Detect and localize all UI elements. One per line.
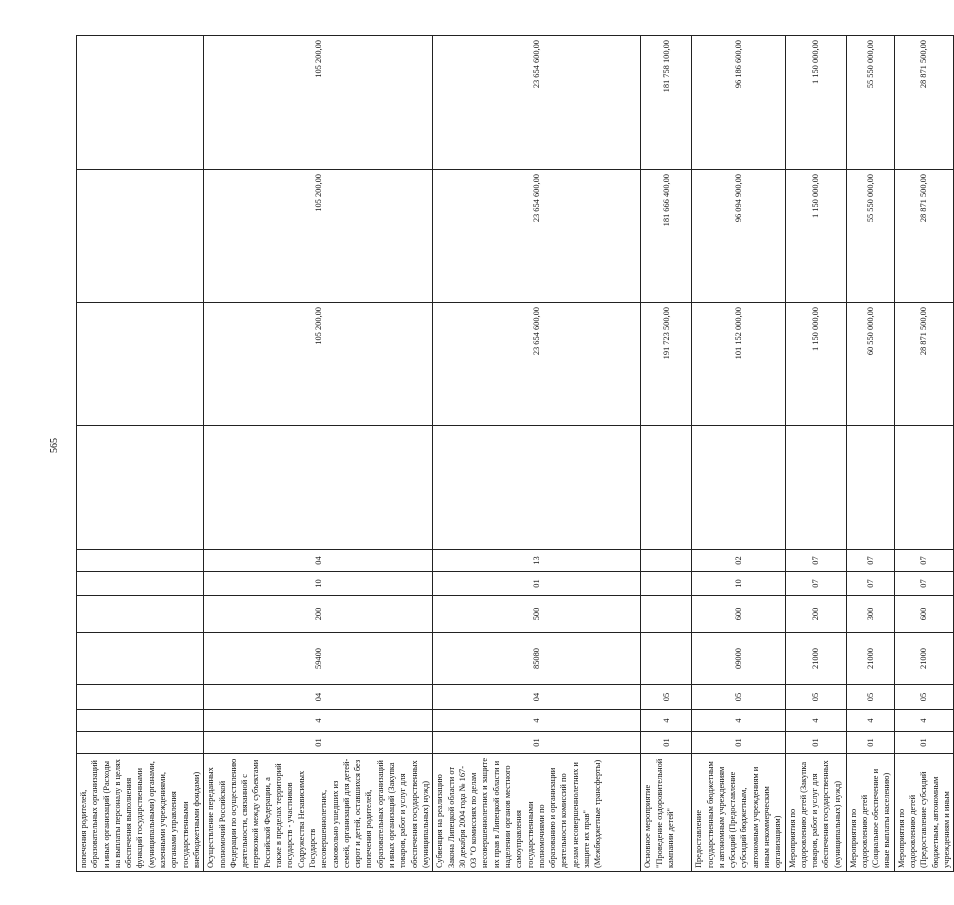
code-cell: 01 — [692, 732, 785, 754]
amount-cell — [77, 36, 204, 170]
code-cell: 500 — [433, 596, 641, 633]
code-cell: 07 — [785, 572, 846, 596]
amount-cell — [77, 170, 204, 303]
code-cell: 05 — [894, 685, 953, 710]
code-cell: 07 — [894, 550, 953, 572]
table-row — [692, 36, 785, 872]
code-cell: 04 — [433, 685, 641, 710]
code-cell — [77, 426, 204, 550]
code-cell: 4 — [894, 710, 953, 732]
code-cell: 01 — [785, 732, 846, 754]
code-cell: 4 — [641, 710, 692, 732]
code-cell — [894, 426, 953, 550]
amount-cell: 28 871 500,00 — [894, 303, 953, 426]
code-cell: 01 — [433, 572, 641, 596]
code-cell — [433, 426, 641, 550]
code-cell: 01 — [846, 732, 894, 754]
code-cell — [641, 572, 692, 596]
code-cell: 07 — [894, 572, 953, 596]
amount-cell: 28 871 500,00 — [894, 170, 953, 303]
amount-cell: 60 550 000,00 — [846, 303, 894, 426]
row-name-cell: Мероприятия по оздоровлению детей (Закупка товаров, работ и услуг для обеспечения государственных (муниципальных) нужд) — [785, 754, 846, 872]
row-name-cell: Мероприятия по оздоровлению детей (Социальное обеспечение и иные выплаты населению) — [846, 754, 894, 872]
table-row — [846, 36, 894, 872]
code-cell: 200 — [785, 596, 846, 633]
amount-cell: 1 150 000,00 — [785, 36, 846, 170]
table-row — [894, 36, 953, 872]
row-name-cell: Предоставление государственным бюджетным и автономным учреждениям субсидий (Предоставление субсидий бюджетным, автономным учреждениям и иным некоммерческим организациям) — [692, 754, 785, 872]
amount-cell: 1 150 000,00 — [785, 303, 846, 426]
code-cell: 21000 — [785, 633, 846, 685]
code-cell: 300 — [846, 596, 894, 633]
code-cell — [77, 596, 204, 633]
code-cell: 07 — [846, 572, 894, 596]
code-cell: 85080 — [433, 633, 641, 685]
code-cell — [641, 596, 692, 633]
amount-cell: 96 186 600,00 — [692, 36, 785, 170]
code-cell — [785, 426, 846, 550]
amount-cell: 23 654 600,00 — [433, 170, 641, 303]
row-name-cell: Субвенция на реализацию Закона Липецкой области от 30 декабря 2004 года № 167-ОЗ "О комиссиях по делам несовершеннолетних и защите их прав в Липецкой области и наделении органов местного самоуправления государственными полномочиями по образованию и организации деятельности комиссий по делам несовершеннолетних и защите их прав" (Межбюджетные трансферты) — [433, 754, 641, 872]
code-cell: 04 — [204, 550, 433, 572]
amount-cell: 1 150 000,00 — [785, 170, 846, 303]
code-cell: 10 — [692, 572, 785, 596]
code-cell: 59400 — [204, 633, 433, 685]
code-cell: 05 — [692, 685, 785, 710]
code-cell: 04 — [204, 685, 433, 710]
code-cell: 05 — [846, 685, 894, 710]
amount-cell: 55 550 000,00 — [846, 170, 894, 303]
code-cell — [641, 550, 692, 572]
table-row — [77, 36, 204, 872]
code-cell: 07 — [846, 550, 894, 572]
code-cell: 02 — [692, 550, 785, 572]
code-cell: 01 — [641, 732, 692, 754]
amount-cell: 55 550 000,00 — [846, 36, 894, 170]
amount-cell: 28 871 500,00 — [894, 36, 953, 170]
code-cell: 21000 — [894, 633, 953, 685]
row-name-cell: Основное мероприятие "Проведение оздоровительной кампании детей" — [641, 754, 692, 872]
code-cell: 4 — [433, 710, 641, 732]
amount-cell: 101 152 000,00 — [692, 303, 785, 426]
code-cell — [641, 426, 692, 550]
code-cell — [204, 426, 433, 550]
code-cell — [77, 633, 204, 685]
code-cell: 200 — [204, 596, 433, 633]
amount-cell: 105 200,00 — [204, 303, 433, 426]
amount-cell: 191 723 500,00 — [641, 303, 692, 426]
row-name-cell: Мероприятия по оздоровлению детей (Предоставление субсидий бюджетным, автономным учреждениям и иным — [894, 754, 953, 872]
rotated-table-container — [76, 36, 951, 872]
budget-table — [76, 35, 954, 872]
code-cell: 4 — [692, 710, 785, 732]
code-cell: 01 — [204, 732, 433, 754]
code-cell — [846, 426, 894, 550]
code-cell: 05 — [641, 685, 692, 710]
code-cell: 07 — [785, 550, 846, 572]
code-cell — [77, 572, 204, 596]
code-cell — [77, 710, 204, 732]
code-cell: 4 — [204, 710, 433, 732]
table-row — [785, 36, 846, 872]
code-cell: 4 — [785, 710, 846, 732]
code-cell: 21000 — [846, 633, 894, 685]
amount-cell — [77, 303, 204, 426]
code-cell — [641, 633, 692, 685]
code-cell — [692, 426, 785, 550]
code-cell: 09000 — [692, 633, 785, 685]
table-row — [641, 36, 692, 872]
code-cell: 600 — [894, 596, 953, 633]
code-cell — [77, 732, 204, 754]
amount-cell: 105 200,00 — [204, 170, 433, 303]
amount-cell: 105 200,00 — [204, 36, 433, 170]
row-name-cell: Осуществление переданных полномочий Российской Федерации по осуществлению деятельности, связанной с перевозкой между субъектами Российской Федерации, а также в пределах территорий государств - участников Содружества Независимых Государств несовершеннолетних, самовольно ушедших из семей, организаций для детей-сирот и детей, оставшихся без попечения родителей, образовательных организаций и иных организаций (Закупка товаров, работ и услуг для обеспечения государственных (муниципальных) нужд) — [204, 754, 433, 872]
code-cell — [77, 685, 204, 710]
code-cell: 600 — [692, 596, 785, 633]
code-cell: 13 — [433, 550, 641, 572]
amount-cell: 181 666 400,00 — [641, 170, 692, 303]
amount-cell: 23 654 600,00 — [433, 303, 641, 426]
code-cell: 4 — [846, 710, 894, 732]
code-cell: 01 — [433, 732, 641, 754]
code-cell — [77, 550, 204, 572]
amount-cell: 23 654 600,00 — [433, 36, 641, 170]
amount-cell: 96 094 900,00 — [692, 170, 785, 303]
table-row — [433, 36, 641, 872]
table-body — [77, 36, 954, 872]
amount-cell: 181 758 100,00 — [641, 36, 692, 170]
code-cell: 01 — [894, 732, 953, 754]
code-cell: 10 — [204, 572, 433, 596]
row-name-cell: попечения родителей, образовательных организаций и иных организаций (Расходы на выплаты персоналу в целях обеспечения выполнения функций государственными (муниципальными) органами, казенными учреждениями, органами управления государственными внебюджетными фондами) — [77, 754, 204, 872]
code-cell: 05 — [785, 685, 846, 710]
table-row — [204, 36, 433, 872]
page-number: 565 — [49, 438, 60, 453]
